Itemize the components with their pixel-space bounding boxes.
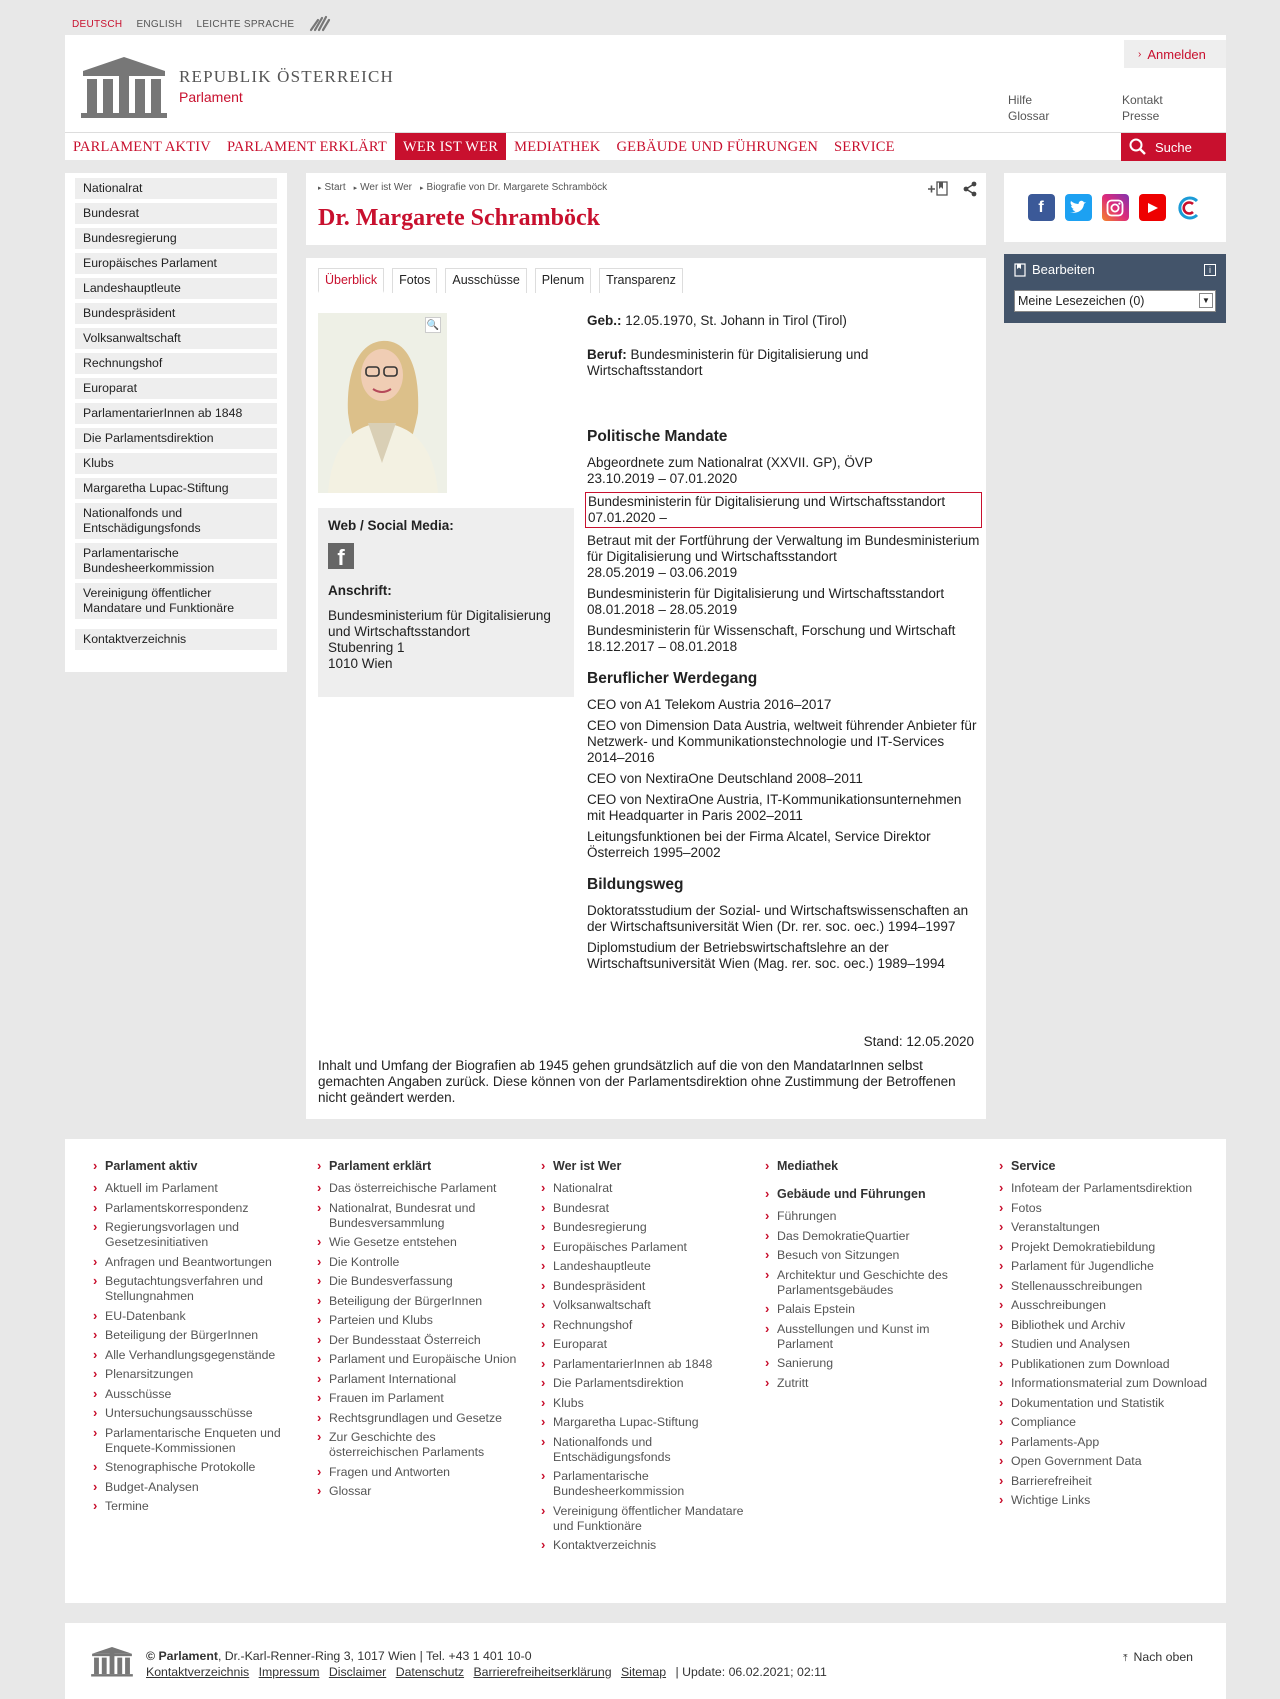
footer-link[interactable]: › Alle Verhandlungsgegenstände	[93, 1348, 303, 1363]
footer-col-parlament-erklaert	[317, 1159, 527, 1504]
site-footer	[65, 1139, 1226, 1603]
bookmarks-value: Meine Lesezeichen (0)	[1018, 294, 1145, 308]
left-sidebar	[65, 173, 287, 672]
footer-heading[interactable]: › Mediathek	[765, 1159, 975, 1173]
logo-subtitle: Parlament	[179, 89, 243, 105]
footer-link[interactable]: › Glossar	[317, 1484, 527, 1499]
footer-link[interactable]: › Informationsmaterial zum Download	[999, 1376, 1209, 1391]
press-link[interactable]: Presse	[1122, 109, 1160, 123]
search-icon	[1129, 138, 1147, 156]
footer-link[interactable]: › Untersuchungsausschüsse	[93, 1406, 303, 1421]
education-item: Diplomstudium der Betriebswirtschaftslehre an der Wirtschaftsuniversität Wien (Mag. rer. soc. oec.) 1989–1994	[587, 940, 945, 971]
tab-plenum[interactable]: Plenum	[535, 268, 591, 293]
footer-link[interactable]: › Infoteam der Parlamentsdirektion	[999, 1181, 1209, 1196]
login-label: Anmelden	[1147, 46, 1206, 62]
bottom-bar	[65, 1623, 1226, 1699]
facebook-icon[interactable]: f	[1028, 194, 1055, 221]
web-heading: Web / Social Media:	[328, 518, 454, 533]
mandate-heading: Politische Mandate	[587, 428, 728, 445]
tab-transparenz[interactable]: Transparenz	[599, 268, 683, 293]
tab-bar	[318, 268, 683, 293]
edit-label: Bearbeiten	[1032, 262, 1095, 277]
footer-link[interactable]: › Budget-Analysen	[93, 1480, 303, 1495]
back-to-top-button[interactable]	[1123, 1650, 1193, 1664]
podcast-icon[interactable]	[1176, 194, 1203, 221]
education-heading: Bildungsweg	[587, 876, 684, 893]
sidebar-item[interactable]: Landeshauptleute	[75, 278, 277, 299]
help-link[interactable]: Hilfe	[1008, 93, 1033, 107]
address: Bundesministerium für Digitalisierung und Wirtschaftsstandort Stubenring 1 1010 Wien	[328, 608, 551, 671]
sidebar-item[interactable]: Klubs	[75, 453, 277, 474]
nav-mediathek[interactable]: MEDIATHEK	[514, 139, 601, 155]
bookmark-panel	[1004, 254, 1226, 323]
tab-ueberblick[interactable]: Überblick	[318, 268, 384, 293]
footer-link[interactable]: › Ausschüsse	[93, 1387, 303, 1402]
footer-link[interactable]: › Nationalrat, Bundesrat und Bundesversammlung	[317, 1201, 527, 1231]
disclaimer: Inhalt und Umfang der Biografien ab 1945 gehen grundsätzlich auf die von den MandatarInnen selbst gemachten Angaben zurück. Diese können von der Parlamentsdirektion ohne Zustimmung der Betroffenen nicht geändert werden.	[318, 1058, 956, 1105]
sidebar-item[interactable]: Rechnungshof	[75, 353, 277, 374]
search-label: Suche	[1155, 139, 1192, 155]
footer-link[interactable]: › Open Government Data	[999, 1454, 1209, 1469]
career-item: CEO von Dimension Data Austria, weltweit führender Anbieter für Netzwerk- und Kommunikationstechnologie und IT-Services 2014–2016	[587, 718, 977, 765]
sidebar-item[interactable]: Margaretha Lupac-Stiftung	[75, 478, 277, 499]
footer-link[interactable]: › Vereinigung öffentlicher Mandatare und Funktionäre	[541, 1504, 751, 1534]
footer-link[interactable]: › Zur Geschichte des österreichischen Parlaments	[317, 1430, 527, 1460]
footer-link[interactable]: › Die Bundesverfassung	[317, 1274, 527, 1289]
glossary-link[interactable]: Glossar	[1008, 109, 1050, 123]
contact-links	[1122, 92, 1163, 124]
bookmarks-select[interactable]	[1014, 290, 1216, 312]
footer-legal	[146, 1648, 827, 1680]
sidebar-item[interactable]: Vereinigung öffentlicher Mandatare und Funktionäre	[75, 583, 277, 619]
footer-link[interactable]: › Regierungsvorlagen und Gesetzesinitiativen	[93, 1220, 303, 1250]
footer-link[interactable]: › Bundesrat	[541, 1201, 751, 1216]
footer-link[interactable]: › Ausstellungen und Kunst im Parlament	[765, 1322, 975, 1352]
footer-link[interactable]: › Die Kontrolle	[317, 1255, 527, 1270]
footer-heading[interactable]: › Wer ist Wer	[541, 1159, 751, 1173]
footer-link[interactable]: › Parlamentarische Enqueten und Enquete-Kommissionen	[93, 1426, 303, 1456]
legal-link[interactable]: Disclaimer	[328, 1665, 387, 1679]
footer-link[interactable]: › Ausschreibungen	[999, 1298, 1209, 1313]
add-bookmark-icon[interactable]	[928, 181, 948, 197]
login-button[interactable]	[1124, 40, 1226, 68]
footer-link[interactable]: › Dokumentation und Statistik	[999, 1396, 1209, 1411]
footer-link[interactable]: › Stenographische Protokolle	[93, 1460, 303, 1475]
footer-link[interactable]: › Rechtsgrundlagen und Gesetze	[317, 1411, 527, 1426]
footer-link[interactable]: › Die Parlamentsdirektion	[541, 1376, 751, 1391]
legal-link[interactable]: Impressum	[258, 1665, 320, 1679]
footer-link[interactable]: › Nationalfonds und Entschädigungsfonds	[541, 1435, 751, 1465]
footer-link[interactable]: › Parlaments-App	[999, 1435, 1209, 1450]
footer-heading[interactable]: › Gebäude und Führungen	[765, 1187, 975, 1201]
footer-link[interactable]: › Barrierefreiheit	[999, 1474, 1209, 1489]
youtube-icon[interactable]	[1139, 194, 1166, 221]
main-nav	[65, 132, 1226, 160]
footer-link[interactable]: › Rechnungshof	[541, 1318, 751, 1333]
sidebar-item[interactable]: Europarat	[75, 378, 277, 399]
lang-english[interactable]: ENGLISH	[136, 19, 183, 30]
footer-link[interactable]: › Plenarsitzungen	[93, 1367, 303, 1382]
footer-link[interactable]: › Projekt Demokratiebildung	[999, 1240, 1209, 1255]
title-box	[306, 173, 986, 245]
career-item: CEO von A1 Telekom Austria 2016–2017	[587, 697, 832, 712]
breadcrumb-current: ▸ Biografie von Dr. Margarete Schramböck	[420, 182, 608, 193]
breadcrumb	[318, 182, 607, 193]
page-tools	[928, 181, 978, 197]
edit-icon	[1014, 263, 1026, 277]
chevron-down-icon: ▼	[1199, 293, 1213, 308]
legal-link[interactable]: Sitemap	[620, 1665, 667, 1679]
biography-panel	[306, 258, 986, 1119]
footer-link[interactable]: › Wichtige Links	[999, 1493, 1209, 1508]
footer-link[interactable]: › Aktuell im Parlament	[93, 1181, 303, 1196]
contact-info-box	[318, 508, 574, 697]
footer-link[interactable]: › Anfragen und Beantwortungen	[93, 1255, 303, 1270]
career-item: CEO von NextiraOne Austria, IT-Kommunikationsunternehmen mit Headquarter in Paris 2002–2011	[587, 792, 962, 823]
footer-link[interactable]: › Studien und Analysen	[999, 1337, 1209, 1352]
last-updated: Stand: 12.05.2020	[863, 1034, 974, 1049]
footer-col-service	[999, 1159, 1209, 1513]
footer-link[interactable]: › Nationalrat	[541, 1181, 751, 1196]
footer-link[interactable]: › Bundespräsident	[541, 1279, 751, 1294]
career-item: CEO von NextiraOne Deutschland 2008–2011	[587, 771, 863, 786]
sidebar-item[interactable]: Europäisches Parlament	[75, 253, 277, 274]
footer-link[interactable]: › Fragen und Antworten	[317, 1465, 527, 1480]
twitter-icon[interactable]	[1065, 194, 1092, 221]
sidebar-item[interactable]: Die Parlamentsdirektion	[75, 428, 277, 449]
sidebar-item[interactable]: Bundespräsident	[75, 303, 277, 324]
footer-link[interactable]: › Bundesregierung	[541, 1220, 751, 1235]
sidebar-item[interactable]: Bundesrat	[75, 203, 277, 224]
mandate-item: Bundesministerin für Digitalisierung und Wirtschaftsstandort 08.01.2018 – 28.05.2019	[587, 586, 945, 617]
sign-language-icon[interactable]	[308, 14, 332, 35]
profession-info: Beruf: Bundesministerin für Digitalisierung und Wirtschaftsstandort	[587, 347, 869, 378]
help-links	[1008, 92, 1049, 124]
nav-parlament-erklaert[interactable]: PARLAMENT ERKLÄRT	[226, 139, 387, 155]
lang-deutsch[interactable]: DEUTSCH	[72, 19, 123, 30]
footer-link[interactable]: › Beteiligung der BürgerInnen	[317, 1294, 527, 1309]
sidebar-item[interactable]: Parlamentarische Bundesheerkommission	[75, 543, 277, 579]
tab-fotos[interactable]: Fotos	[392, 268, 437, 293]
sidebar-item-kontaktverzeichnis[interactable]: Kontaktverzeichnis	[75, 629, 277, 650]
footer-link[interactable]: › Europäisches Parlament	[541, 1240, 751, 1255]
footer-link[interactable]: › Kontaktverzeichnis	[541, 1538, 751, 1553]
breadcrumb-item[interactable]: ▸ Start	[318, 182, 346, 193]
biography	[587, 313, 982, 977]
mandate-item: Betraut mit der Fortführung der Verwaltung im Bundesministerium für Digitalisierung und Wirtschaftsstandort 28.05.2019 – 03.06.2019	[587, 533, 980, 580]
page-title: Dr. Margarete Schramböck	[318, 205, 600, 231]
footer-link[interactable]: › Besuch von Sitzungen	[765, 1248, 975, 1263]
footer-link[interactable]: › ParlamentarierInnen ab 1848	[541, 1357, 751, 1372]
lang-easy[interactable]: LEICHTE SPRACHE	[196, 19, 295, 30]
education-item: Doktoratsstudium der Sozial- und Wirtschaftswissenschaften an der Wirtschaftsuniversität Wien (Dr. rer. soc. oec.) 1994–1997	[587, 903, 969, 934]
nav-service[interactable]: SERVICE	[834, 139, 895, 155]
footer-link[interactable]: › Sanierung	[765, 1356, 975, 1371]
tab-ausschuesse[interactable]: Ausschüsse	[445, 268, 526, 293]
language-bar	[72, 14, 332, 35]
footer-link[interactable]: › Landeshauptleute	[541, 1259, 751, 1274]
footer-col-parlament-aktiv	[93, 1159, 303, 1519]
footer-link[interactable]: › Das DemokratieQuartier	[765, 1229, 975, 1244]
sidebar-item[interactable]: ParlamentarierInnen ab 1848	[75, 403, 277, 424]
footer-link[interactable]: › Klubs	[541, 1396, 751, 1411]
search-button[interactable]	[1121, 133, 1226, 161]
contact-link[interactable]: Kontakt	[1122, 93, 1163, 107]
footer-link[interactable]: › Compliance	[999, 1415, 1209, 1430]
footer-link[interactable]: › Palais Epstein	[765, 1302, 975, 1317]
portrait-photo[interactable]	[318, 313, 447, 493]
sidebar-item[interactable]: Volksanwaltschaft	[75, 328, 277, 349]
footer-link[interactable]: › Frauen im Parlament	[317, 1391, 527, 1406]
footer-heading[interactable]: › Service	[999, 1159, 1209, 1173]
legal-link[interactable]: Barrierefreiheitserklärung	[473, 1665, 612, 1679]
footer-link[interactable]: › Fotos	[999, 1201, 1209, 1216]
footer-col-mediathek	[765, 1159, 975, 1395]
footer-link[interactable]: › Architektur und Geschichte des Parlamentsgebäudes	[765, 1268, 975, 1298]
mandate-item: Abgeordnete zum Nationalrat (XXVII. GP), ÖVP 23.10.2019 – 07.01.2020	[587, 455, 873, 486]
career-item: Leitungsfunktionen bei der Firma Alcatel, Service Direktor Österreich 1995–2002	[587, 829, 931, 860]
footer-col-wer-ist-wer	[541, 1159, 751, 1558]
address-heading: Anschrift:	[328, 583, 392, 598]
birth-info: Geb.: 12.05.1970, St. Johann in Tirol (Tirol)	[587, 313, 847, 328]
share-icon[interactable]	[962, 181, 978, 197]
footer-link[interactable]: › Führungen	[765, 1209, 975, 1224]
update-info: | Update: 06.02.2021; 02:11	[675, 1665, 827, 1679]
footer-link[interactable]: › Parteien und Klubs	[317, 1313, 527, 1328]
back-to-top-label: Nach oben	[1133, 1650, 1193, 1664]
career-heading: Beruflicher Werdegang	[587, 670, 758, 687]
footer-link[interactable]: › Europarat	[541, 1337, 751, 1352]
nav-parlament-aktiv[interactable]: PARLAMENT AKTIV	[73, 139, 211, 155]
parliament-building-icon	[90, 1645, 134, 1677]
social-media-box	[1004, 173, 1226, 242]
footer-link[interactable]: › Wie Gesetze entstehen	[317, 1235, 527, 1250]
zoom-icon[interactable]: 🔍	[425, 317, 441, 333]
instagram-icon[interactable]	[1102, 194, 1129, 221]
footer-link[interactable]: › Zutritt	[765, 1376, 975, 1391]
chevron-right-icon: ›	[1138, 48, 1142, 60]
parliament-logo[interactable]	[79, 53, 394, 119]
footer-heading[interactable]: › Parlament aktiv	[93, 1159, 303, 1173]
footer-heading[interactable]: › Parlament erklärt	[317, 1159, 527, 1173]
arrow-up-icon: ⤒	[1123, 1653, 1128, 1664]
mandate-item: Bundesministerin für Wissenschaft, Forschung und Wirtschaft 18.12.2017 – 08.01.2018	[587, 623, 956, 654]
info-icon[interactable]: i	[1204, 264, 1216, 276]
footer-link[interactable]: › Stellenausschreibungen	[999, 1279, 1209, 1294]
footer-link[interactable]: › Parlament für Jugendliche	[999, 1259, 1209, 1274]
footer-link[interactable]: › Publikationen zum Download	[999, 1357, 1209, 1372]
parliament-building-icon	[79, 53, 169, 119]
nav-wer-ist-wer[interactable]: WER IST WER	[395, 133, 506, 160]
footer-link[interactable]: › Termine	[93, 1499, 303, 1514]
footer-link[interactable]: › Volksanwaltschaft	[541, 1298, 751, 1313]
footer-link[interactable]: › Der Bundesstaat Österreich	[317, 1333, 527, 1348]
nav-gebaeude[interactable]: GEBÄUDE UND FÜHRUNGEN	[616, 139, 819, 155]
copyright: © Parlament	[146, 1649, 218, 1663]
site-header	[65, 35, 1226, 160]
footer-link[interactable]: › Begutachtungsverfahren und Stellungnahmen	[93, 1274, 303, 1304]
footer-link[interactable]: › Parlament International	[317, 1372, 527, 1387]
footer-link[interactable]: › Parlamentarische Bundesheerkommission	[541, 1469, 751, 1499]
mandate-item-current: Bundesministerin für Digitalisierung und Wirtschaftsstandort 07.01.2020 –	[585, 492, 982, 528]
sidebar-item[interactable]: Nationalfonds und Entschädigungsfonds	[75, 503, 277, 539]
footer-link[interactable]: › Margaretha Lupac-Stiftung	[541, 1415, 751, 1430]
footer-link[interactable]: › EU-Datenbank	[93, 1309, 303, 1324]
sidebar-item[interactable]: Bundesregierung	[75, 228, 277, 249]
address-line: , Dr.-Karl-Renner-Ring 3, 1017 Wien | Tel. +43 1 401 10-0	[217, 1649, 532, 1663]
legal-link[interactable]: Kontaktverzeichnis	[146, 1665, 250, 1679]
footer-link[interactable]: › Bibliothek und Archiv	[999, 1318, 1209, 1333]
footer-link[interactable]: › Das österreichische Parlament	[317, 1181, 527, 1196]
sidebar-item[interactable]: Nationalrat	[75, 178, 277, 199]
breadcrumb-item[interactable]: ▸ Wer ist Wer	[353, 182, 413, 193]
footer-link[interactable]: › Beteiligung der BürgerInnen	[93, 1328, 303, 1343]
footer-link[interactable]: › Veranstaltungen	[999, 1220, 1209, 1235]
footer-link[interactable]: › Parlament und Europäische Union	[317, 1352, 527, 1367]
facebook-icon[interactable]: f	[328, 543, 354, 569]
legal-link[interactable]: Datenschutz	[395, 1665, 465, 1679]
logo-title: REPUBLIK ÖSTERREICH	[179, 67, 395, 86]
footer-link[interactable]: › Parlamentskorrespondenz	[93, 1201, 303, 1216]
